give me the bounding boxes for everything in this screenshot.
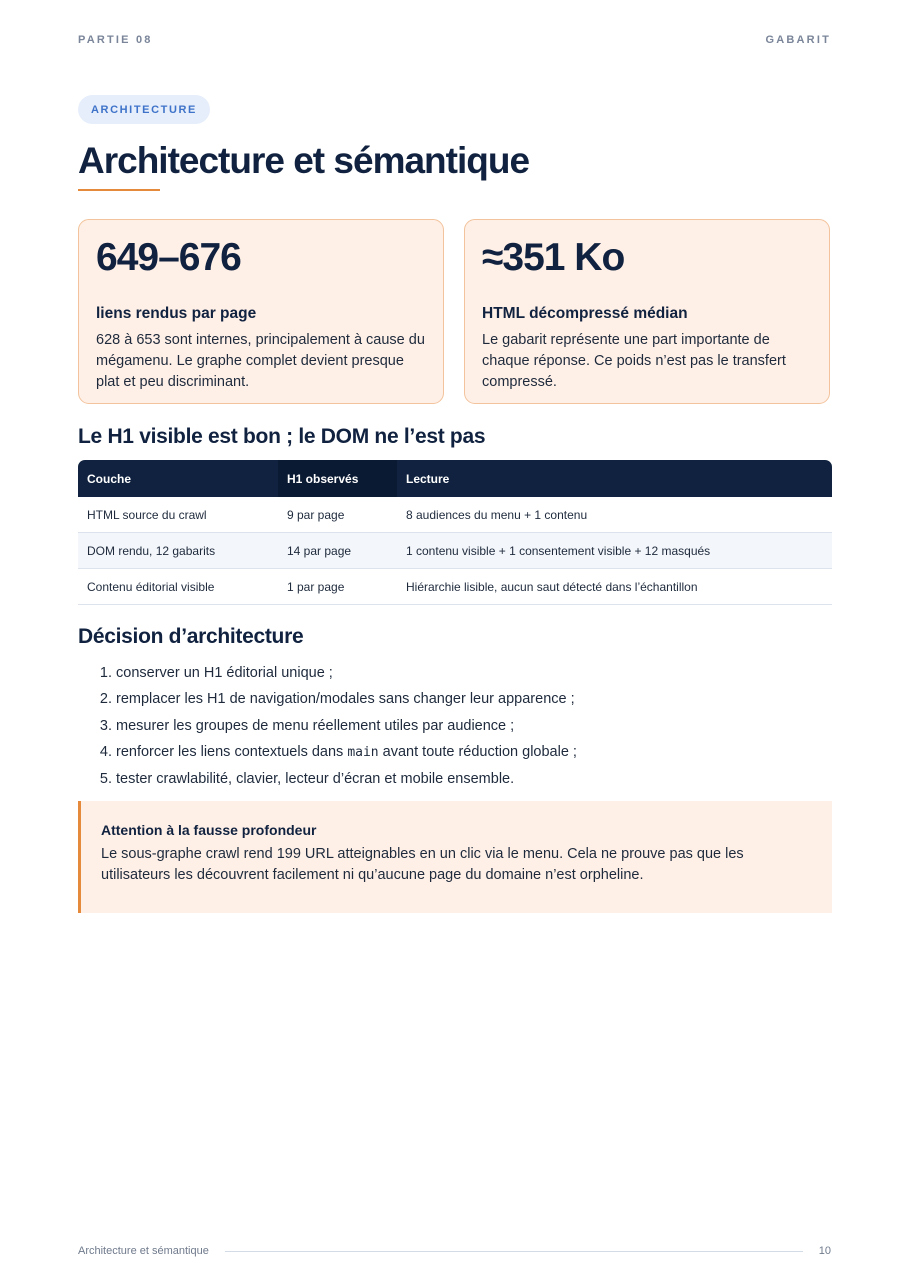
column-header: Lecture <box>397 460 832 497</box>
stat-value: ≈351 Ko <box>482 236 625 279</box>
table-cell: Hiérarchie lisible, aucun saut détecté dans l’échantillon <box>397 569 832 605</box>
list-item-text: renforcer les liens contextuels dans <box>116 743 348 760</box>
decision-list <box>78 660 577 792</box>
footer-title: Architecture et sémantique <box>78 1245 209 1257</box>
table-cell: 14 par page <box>278 533 397 569</box>
table-cell: 1 contenu visible + 1 consentement visible + 12 masqués <box>397 533 832 569</box>
section-label: GABARIT <box>765 34 831 46</box>
stat-description: Le gabarit représente une part importante de chaque réponse. Ce poids n’est pas le transfert compressé. <box>482 332 786 390</box>
table-cell: 1 par page <box>278 569 397 605</box>
table-cell: DOM rendu, 12 gabarits <box>78 533 278 569</box>
column-header: H1 observés <box>278 460 397 497</box>
list-item: 1. conserver un H1 éditorial unique ; <box>116 660 577 686</box>
table-row <box>78 533 832 569</box>
list-item <box>116 739 577 766</box>
table-row <box>78 497 832 533</box>
stat-value: 649–676 <box>96 236 241 279</box>
category-chip: ARCHITECTURE <box>78 95 210 124</box>
table-row <box>78 569 832 605</box>
table-cell: 8 audiences du menu + 1 contenu <box>397 497 832 533</box>
section-heading-h1: Le H1 visible est bon ; le DOM ne l’est pas <box>78 425 486 448</box>
list-item: 5. tester crawlabilité, clavier, lecteur d’écran et mobile ensemble. <box>116 766 577 792</box>
table-header-row <box>78 460 832 497</box>
page-title: Architecture et sémantique <box>78 140 530 181</box>
page-footer <box>78 1245 831 1257</box>
stat-card-html-size <box>464 219 830 404</box>
list-item: 2. remplacer les H1 de navigation/modales sans changer leur apparence ; <box>116 686 577 712</box>
part-label: PARTIE 08 <box>78 34 153 46</box>
h1-table <box>78 460 832 605</box>
stat-card-links <box>78 219 444 404</box>
callout-title: Attention à la fausse profondeur <box>101 822 317 838</box>
column-header: Couche <box>78 460 278 497</box>
stat-description: 628 à 653 sont internes, principalement à cause du mégamenu. Le graphe complet devient presque plat et peu discriminant. <box>96 332 425 390</box>
footer-divider <box>225 1251 803 1252</box>
list-item-text: avant toute réduction globale ; <box>378 743 577 760</box>
stat-label: HTML décompressé médian <box>482 305 688 322</box>
stat-label: liens rendus par page <box>96 305 257 322</box>
warning-callout <box>78 801 832 913</box>
table-cell: HTML source du crawl <box>78 497 278 533</box>
running-header <box>78 34 831 46</box>
page-number: 10 <box>818 1245 831 1257</box>
code-snippet: main <box>347 744 379 760</box>
title-underline <box>78 189 160 191</box>
section-heading-decision: Décision d’architecture <box>78 625 304 648</box>
callout-body: Le sous-graphe crawl rend 199 URL atteignables en un clic via le menu. Cela ne prouve pas que les utilisateurs les découvrent facilement ni qu’aucune page du domaine n’est orpheline. <box>101 846 744 883</box>
list-item: 3. mesurer les groupes de menu réellement utiles par audience ; <box>116 713 577 739</box>
table-cell: Contenu éditorial visible <box>78 569 278 605</box>
table-cell: 9 par page <box>278 497 397 533</box>
